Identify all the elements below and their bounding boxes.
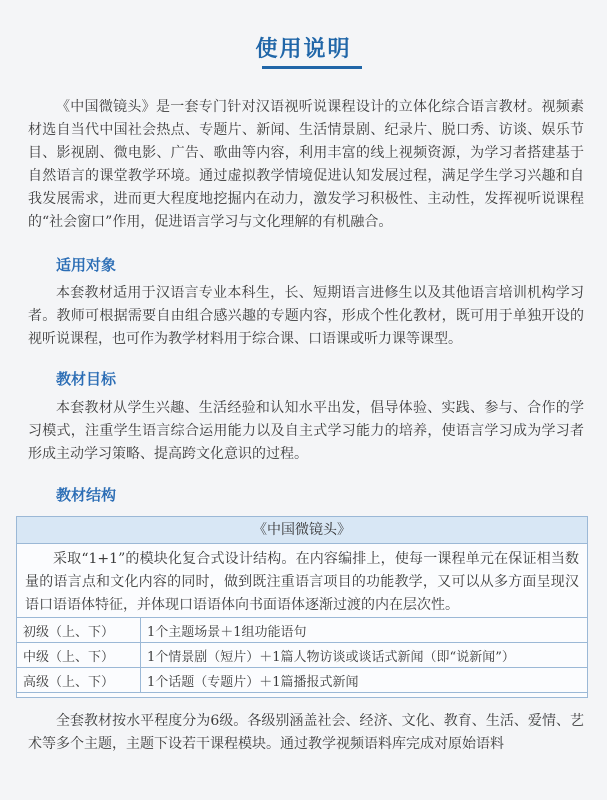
section-heading-structure: 教材结构 xyxy=(56,486,117,504)
level-name: 高级（上、下） xyxy=(17,668,141,693)
intro-paragraph: 《中国微镜头》是一套专门针对汉语视听说课程设计的立体化综合语言教材。视频素材选自当代中国社会热点、专题片、新闻、生活情景剧、纪录片、脱口秀、访谈、娱乐节目、影视剧、微电影、广告、歌曲等内容，利用丰富的线上视频资源，为学习者搭建基于自然语言的课堂教学环境。通过虚拟教学情境促进认知发展过程，满足学生学习兴趣和自我发展需求，进而更大程度地挖掘内在动力，激发学习积极性、主动性，发挥视听说课程的“社会窗口”作用，促进语言学习与文化理解的有机融合。 xyxy=(28,99,584,230)
level-content: 1个话题（专题片）＋1篇播报式新闻 xyxy=(141,668,588,693)
section-text-goals: 本套教材从学生兴趣、生活经验和认知水平出发，倡导体验、实践、参与、合作的学习模式，注重学生语言综合运用能力以及自主式学习能力的培养，使语言学习成为学习者形成主动学习策略、提高跨文化意识的过程。 xyxy=(28,400,584,462)
level-content: 1个主题场景＋1组功能语句 xyxy=(141,618,588,643)
levels-table xyxy=(16,617,588,693)
table-row xyxy=(17,668,588,693)
page-title: 使用说明 xyxy=(255,37,352,62)
closing-paragraph: 全套教材按水平程度分为6级。各级别涵盖社会、经济、文化、教育、生活、爱情、艺术等多个主题，主题下设若干课程模块。通过教学视频语料库完成对原始语料 xyxy=(28,713,584,752)
level-name: 初级（上、下） xyxy=(17,618,141,643)
structure-box xyxy=(16,516,588,698)
structure-box-title: 《中国微镜头》 xyxy=(17,517,587,544)
section-heading-goals: 教材目标 xyxy=(56,370,117,388)
section-heading-audience: 适用对象 xyxy=(56,256,117,274)
level-name: 中级（上、下） xyxy=(17,643,141,668)
structure-box-text: 采取“1+1”的模块化复合式设计结构。在内容编排上，使每一课程单元在保证相当数量的语言点和文化内容的同时，做到既注重语言项目的功能教学，又可以从多方面呈现汉语口语语体特征，并体现口语语体向书面语体逐渐过渡的内在层次性。 xyxy=(25,551,579,613)
title-underline xyxy=(262,66,362,69)
table-row xyxy=(17,618,588,643)
level-content: 1个情景剧（短片）＋1篇人物访谈或谈话式新闻（即“说新闻”） xyxy=(141,643,588,668)
table-row xyxy=(17,643,588,668)
section-text-audience: 本套教材适用于汉语言专业本科生，长、短期语言进修生以及其他语言培训机构学习者。教师可根据需要自由组合感兴趣的专题内容，形成个性化教材，既可用于单独开设的视听说课程，也可作为教学材料用于综合课、口语课或听力课等课型。 xyxy=(28,285,584,347)
